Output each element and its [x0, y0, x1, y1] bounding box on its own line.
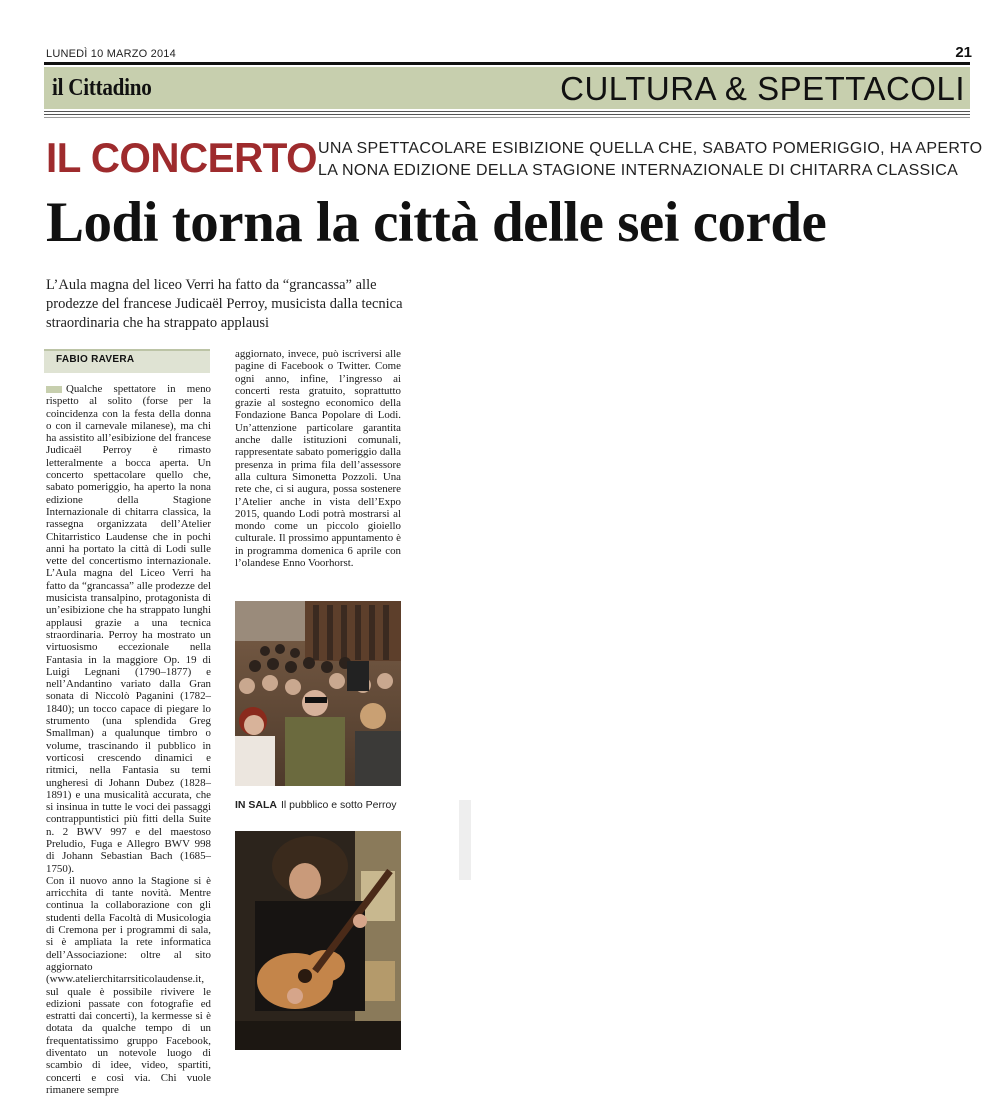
audience-illustration	[235, 601, 401, 786]
section-title: CULTURA & SPETTACOLI	[560, 70, 965, 107]
header-rule	[44, 117, 970, 118]
page-date: LUNEDÌ 10 MARZO 2014	[46, 48, 176, 60]
article-summary: L’Aula magna del liceo Verri ha fatto da “grancassa” alle prodezze del francese Judicaël Perroy, musicista dalla tecnica straordinaria che ha strappato applausi	[46, 277, 403, 331]
article-column-1	[46, 383, 211, 1096]
body-paragraph: Con il nuovo anno la Stagione si è arricchita di tante novità. Mentre continua la collaborazione con gli studenti della Facoltà di Musicologia di Cremona per i programmi di sala, si è ampliata la rete informatica dell’Associazione: oltre al sito aggiornato (www.atelierchitarrsiticolaudense.it, sul quale è possibile rivivere le edizioni passate con fotografie ed estratti dai concerti), la kermesse si è dotata da qualche tempo di un frequentatissimo gruppo Facebook, diventato un notevole luogo di scambio di idee, video, spartiti, concerti e così via. Chi vuole rimanere sempre	[46, 874, 211, 1096]
audience-photo	[235, 601, 401, 786]
newspaper-logo: il Cittadino	[52, 75, 152, 101]
caption-text: Il pubblico e sotto Perroy	[281, 799, 397, 811]
article-deck	[318, 138, 982, 182]
header-rule	[44, 114, 970, 115]
photo-caption	[235, 799, 397, 811]
caption-label: IN SALA	[235, 799, 277, 811]
article-headline: Lodi torna la città delle sei corde	[46, 191, 827, 254]
article-kicker: IL CONCERTO	[46, 134, 318, 181]
scan-artifact	[459, 800, 471, 880]
body-paragraph: aggiornato, invece, può iscriversi alle pagine di Facebook o Twitter. Come ogni anno, infine, l’ingresso ai concerti resta gratuito, soprattutto grazie al sostegno economico della Fondazione Banca Popolare di Lodi. Un’attenzione particolare garantita anche dalle istituzioni comunali, rappresentate sabato pomeriggio dalla presenza in prima fila dell’assessore alla cultura Simonetta Pozzoli. Una rete che, ci si augura, possa sostenere l’Atelier anche in vista dell’Expo 2015, quando Lodi potrà mostrarsi al mondo come un piccolo gioiello culturale. Il prossimo appuntamento è in programma domenica 6 aprile con l’olandese Enno Voorhorst.	[235, 348, 401, 570]
top-rule	[44, 62, 970, 65]
deck-line: UNA SPETTACOLARE ESIBIZIONE QUELLA CHE, SABATO POMERIGGIO, HA APERTO	[318, 140, 983, 157]
guitarist-illustration	[235, 831, 401, 1050]
body-text: Qualche spettatore in meno rispetto al solito (forse per la coincidenza con la festa della donna o con il carnevale milanese), ma chi ha assistito all’esibizione del francese Judicaël Perroy è rimasto letteralmente a bocca aperta. Un concerto spettacolare quello che, sabato pomeriggio, ha aperto la nona edizione della Stagione Internazionale di chitarra classica, la rassegna organizzata dell’Atelier Chitarristico Laudense che in pochi anni ha portato la città di Lodi sulle vette del concertismo internazionale. L’Aula magna del Liceo Verri ha fatto da “grancassa” alle prodezze del musicista transalpino, protagonista di un’esibizione che ha strappato lunghi applausi grazie a una tecnica straordinaria. Perroy ha mostrato un virtuosismo eccezionale nella Fantasia in la maggiore Op. 19 di Luigi Legnani (1790–1877) e nell’Andantino variato dalla Gran sonata di Niccolò Paganini (1782–1840); un tocco capace di piegare lo strumento (una splendida Greg Smallman) a qualunque timbro o volume, trascinando il pubblico in vorticosi crescendo dinamici e ritmici, nella Fantasia su temi ungheresi di Johann Dubez (1828–1891) e una musicalità accurata, che si insinua in tutte le voci dei passaggi contrappuntistici più fitti della Suite n. 2 BWV 997 e del maestoso Preludio, Fuga e Allegro BWV 998 di Johann Sebastian Bach (1685–1750).	[46, 383, 211, 875]
deck-line: LA NONA EDIZIONE DELLA STAGIONE INTERNAZIONALE DI CHITARRA CLASSICA	[318, 162, 959, 179]
page-number: 21	[955, 44, 972, 61]
header-rule	[44, 111, 970, 112]
guitarist-photo	[235, 831, 401, 1050]
body-paragraph	[46, 383, 211, 875]
byline: FABIO RAVERA	[56, 354, 135, 365]
lead-marker	[46, 386, 62, 393]
article-column-2	[235, 348, 401, 584]
